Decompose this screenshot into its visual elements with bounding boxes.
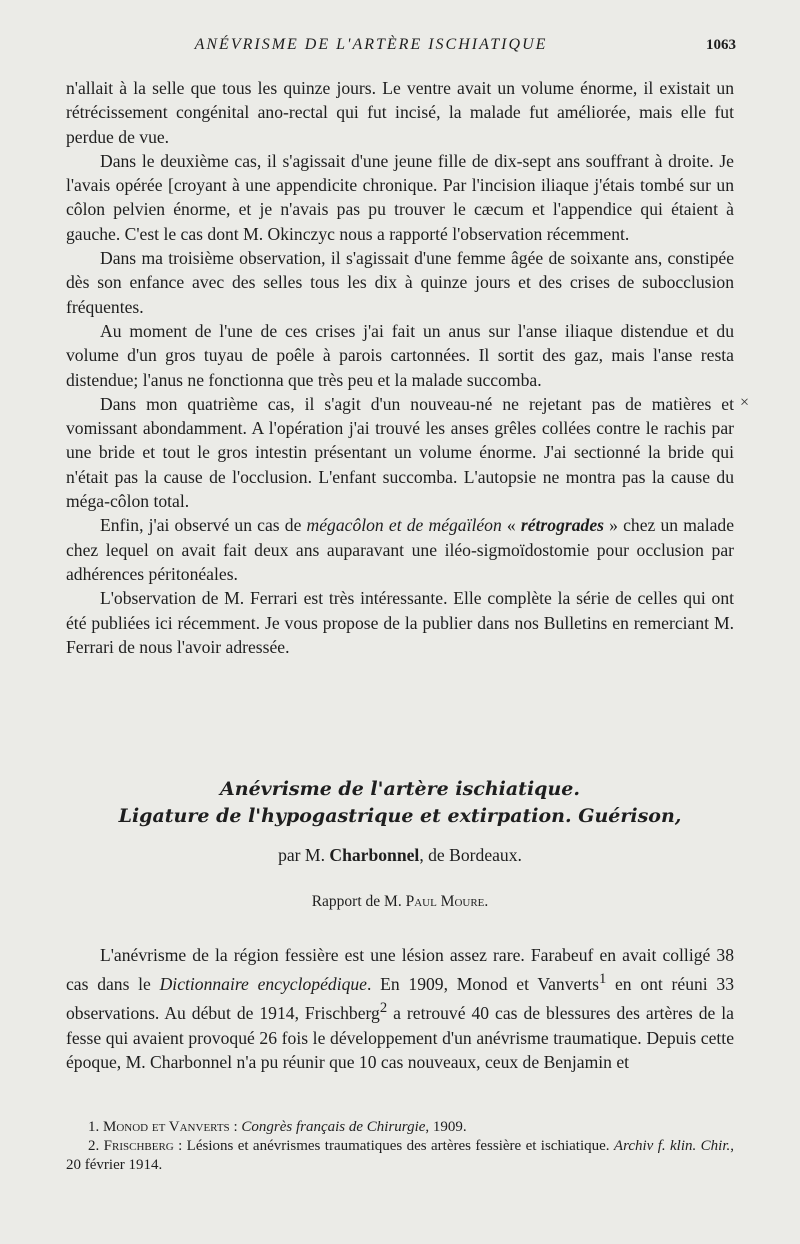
running-header <box>66 36 736 60</box>
section-title-line-1: Anévrisme de l'artère ischiatique. <box>220 778 580 800</box>
author-byline <box>66 845 734 866</box>
reporter-prefix: Rapport de M. <box>311 893 406 910</box>
report-text-top <box>66 76 734 659</box>
footnote-2-source: Archiv f. klin. Chir. <box>613 1138 731 1154</box>
article-text-2: . En 1909, Monod et Vanverts <box>367 974 599 995</box>
section-title-line-2: Ligature de l'hypogastrique et extirpation. Guérison, <box>118 805 682 827</box>
footnote-1-sep: : <box>229 1119 242 1135</box>
article-text-1: L'anévrisme de la région fessière est une lésion assez rare. Farabeuf en avait colligé 38 cas dans le <box>66 945 734 995</box>
footnote-1 <box>66 1118 734 1137</box>
section-title <box>66 776 734 830</box>
p6-text-before: Enfin, j'ai observé un cas de <box>100 515 307 536</box>
footnote-1-number: 1. <box>88 1119 103 1135</box>
footnote-ref-2: 2 <box>379 1000 388 1017</box>
footnote-1-end: , 1909. <box>425 1119 467 1135</box>
p6-text-after: » chez un malade chez lequel on avait fait deux ans auparavant une iléo-sigmoïdostomie pour occlusion par adhérences péritonéales. <box>66 515 735 584</box>
margin-mark: × <box>740 394 750 411</box>
paragraph-6 <box>66 513 734 586</box>
page-number: 1063 <box>706 37 736 53</box>
footnote-1-author: Monod et Vanverts <box>103 1119 230 1135</box>
byline-prefix: par M. <box>278 845 330 865</box>
running-title: ANÉVRISME DE L'ARTÈRE ISCHIATIQUE <box>194 36 548 53</box>
article-text-4: a retrouvé 40 cas de blessures des artères de la fesse qui avaient provoqué 26 fois le développement d'un anévrisme traumatique. Depuis cette époque, M. Charbonnel n'a pu réunir que 10 cas nouveaux, ceux de Benjamin et <box>66 1003 734 1072</box>
footnote-2-end: , 20 février 1914. <box>66 1138 734 1173</box>
paragraph-3: Dans ma troisième observation, il s'agissait d'une femme âgée de soixante ans, constipée dès son enfance avec des selles tous les dix à quinze jours et des crises de subocclusion fréquentes. <box>66 248 734 317</box>
paragraph-2: Dans le deuxième cas, il s'agissait d'une jeune fille de dix-sept ans souffrant à droite. Je l'avais opérée [croyant à une appendicite chronique. Par l'incision iliaque j'étais tombé sur un côlon pelvien énorme, et je n'avais pas pu trouver le cæcum et l'appendice qui étaient à gauche. C'est le cas dont M. Okinczyc nous a rapporté l'observation récemment. <box>66 150 734 244</box>
article-text-3: en ont réuni 33 observations. Au début de 1914, Frischberg <box>66 974 734 1024</box>
reporter-line <box>66 893 734 911</box>
paragraph-5: Dans mon quatrième cas, il s'agit d'un nouveau-né ne rejetant pas de matières et vomissant abondamment. A l'opération j'ai trouvé les anses grêles collées contre le rachis par une bride et tout le gros intestin présentant un volume énorme. J'ai sectionné la bride qui n'était pas la cause de l'occlusion. L'enfant succomba. L'autopsie ne montra pas la cause du méga-côlon total. <box>66 393 734 512</box>
footnote-2 <box>66 1137 734 1175</box>
footnotes <box>66 1118 734 1175</box>
article-paragraph-1 <box>66 943 734 1074</box>
article-italic-title: Dictionnaire encyclopédique <box>159 974 367 995</box>
reporter-name: Paul Moure. <box>405 893 489 910</box>
footnote-2-number: 2. <box>88 1138 104 1154</box>
paragraph-4: Au moment de l'une de ces crises j'ai fait un anus sur l'anse iliaque distendue et du volume d'un gros tuyau de poêle à parois cartonnées. Il sortit des gaz, mais l'anse resta distendue; l'anus ne fonctionna que très peu et la malade succomba. <box>66 320 734 390</box>
p6-text-middle: « <box>501 515 521 536</box>
footnote-1-source: Congrès français de Chirurgie <box>241 1119 426 1135</box>
paragraph-7: L'observation de M. Ferrari est très intéressante. Elle complète la série de celles qui ont été publiées ici récemment. Je vous propose de la publier dans nos Bulletins en remerciant M. Ferrari de nous l'avoir adressée. <box>66 588 734 657</box>
paragraph-1: n'allait à la selle que tous les quinze jours. Le ventre avait un volume énorme, il existait un rétrécissement congénital ano-rectal qui fut incisé, la malade fut améliorée, mais elle fut perdue de vue. <box>66 78 734 147</box>
p6-bold-italic-term: rétrogrades <box>520 515 604 536</box>
footnote-ref-1: 1 <box>598 971 607 988</box>
p6-italic-term: mégacôlon et de mégaïléon <box>306 515 502 536</box>
author-name: Charbonnel <box>329 845 420 865</box>
footnote-2-text: : Lésions et anévrismes traumatiques des artères fessière et ischiatique. <box>173 1138 614 1154</box>
footnote-2-author: Frischberg <box>103 1138 174 1154</box>
byline-suffix: , de Bordeaux. <box>419 845 522 865</box>
article-text <box>66 943 734 1074</box>
